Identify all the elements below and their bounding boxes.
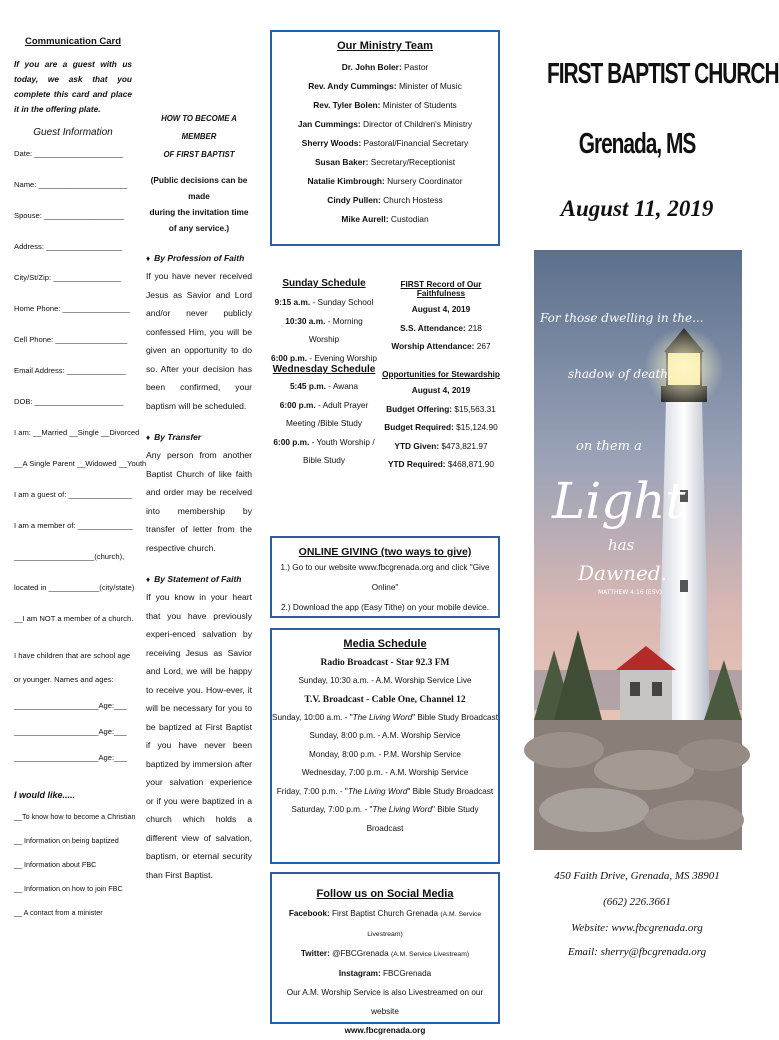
verse-line-4: has <box>608 536 635 554</box>
interest-option-1[interactable]: __ Information on being baptized <box>14 836 119 845</box>
giving-app-line: 2.) Download the app (Easy Tithe) on your mobile device. <box>281 603 489 612</box>
interest-options <box>14 812 136 932</box>
tv-line-post-0: " Bible Study Broadcast <box>412 712 498 722</box>
facebook-line[interactable] <box>272 904 498 944</box>
sunday-items <box>270 293 378 367</box>
stewardship-label-1: Budget Required: <box>384 422 454 432</box>
guest-field-7[interactable]: Email Address: ______________ <box>14 366 126 375</box>
tv-line-pre-5: Saturday, 7:00 p.m. - " <box>291 805 373 814</box>
staff-member-0 <box>272 58 498 77</box>
verse-line-2: shadow of death, <box>568 367 672 381</box>
sunday_schedule-item-0 <box>270 293 378 312</box>
membership-body-2: If you know in your heart that you have previously experi-enced salvation by receiving Jesus as Savior and Lord, we will be happy to receive you. How-ever, it will be necessary for you to be baptized at First Baptist if you have never been baptized by immersion after your salvation experience or if you were baptized in a church which holds a different view of salvation, baptism, or eternal security than First Baptist. <box>146 592 252 880</box>
guest-field-2[interactable]: Spouse: ___________________ <box>14 211 125 220</box>
wednesday_schedule-desc-4: Bible Study <box>303 455 345 465</box>
wednesday-schedule <box>270 364 378 470</box>
wednesday_schedule-desc-3: - Youth Worship / <box>309 436 375 447</box>
diamond-bullet-icon: ♦ <box>146 575 151 584</box>
stewardship-value-2: $473,821.97 <box>439 440 488 451</box>
membership-section-2 <box>146 571 252 884</box>
membership-heading-text-0: By Profession of Faith <box>154 253 245 263</box>
guest-info-heading: Guest Information <box>33 127 113 138</box>
interest-option-2[interactable]: __ Information about FBC <box>14 860 97 869</box>
membership-body-0: If you have never received Jesus as Savior and Lord and/or never publicly confessed Him, you will be given an opportunity to do so. After your decision has been confirmed, your baptism will be scheduled. <box>146 271 252 411</box>
tv-line-1 <box>272 727 498 746</box>
stewardship-value-1: $15,124.90 <box>453 422 498 432</box>
membership-heading-0 <box>146 250 252 267</box>
communication-card <box>14 36 147 932</box>
interest-option-4[interactable]: __ A contact from a minister <box>14 908 103 917</box>
instagram-line[interactable] <box>272 964 498 983</box>
sunday_schedule-desc-1: - Morning Worship <box>308 315 363 344</box>
interest-option-0[interactable]: __To know how to become a Christian <box>14 812 136 821</box>
marital-status-line[interactable]: I am: __Married __Single __Divorced <box>14 428 140 437</box>
staff-member-5 <box>272 153 498 172</box>
online-giving-box <box>270 536 500 618</box>
facebook-value: First Baptist Church Grenada <box>329 909 441 918</box>
verse-line-5: Dawned. <box>578 561 667 585</box>
tv-line-4 <box>272 783 498 802</box>
membership-heading-2 <box>146 571 252 588</box>
sunday_schedule-desc-0: - Sunday School <box>310 297 374 307</box>
wednesday_schedule-desc-0: - Awana <box>325 381 359 391</box>
staff-name-0: Dr. John Boler: <box>341 62 402 72</box>
faithfulness-record <box>382 280 500 356</box>
twitter-value: @FBCGrenada <box>329 949 391 958</box>
tv-line-em-0: The Living Word <box>352 712 413 722</box>
staff-role-5: Secretary/Receptionist <box>368 157 456 167</box>
facebook-label: Facebook: <box>288 909 330 918</box>
sunday_schedule-time-1: 10:30 a.m. <box>285 315 326 326</box>
radio-line: Sunday, 10:30 a.m. - A.M. Worship Service Live <box>298 676 472 685</box>
public-line-1: (Public decisions can be made <box>150 175 248 201</box>
tv-line-3 <box>272 764 498 783</box>
ss-attendance-value: 218 <box>465 322 482 333</box>
staff-role-0: Pastor <box>401 62 429 72</box>
wednesday_schedule-item-3 <box>270 433 378 452</box>
guest-field-6[interactable]: Cell Phone: _________________ <box>14 335 128 344</box>
instagram-label: Instagram: <box>338 969 381 978</box>
tv-line-post-5: " Bible Study Broadcast <box>366 805 479 833</box>
faithfulness-title: FIRST Record of Our Faithfulness <box>400 280 482 298</box>
membership-section-1 <box>146 429 252 557</box>
how-line-2: OF FIRST BAPTIST <box>163 150 235 159</box>
staff-name-3: Jan Cummings: <box>297 119 361 129</box>
verse-line-1: For those dwelling in the... <box>540 311 704 325</box>
guest-field-0[interactable]: Date: _____________________ <box>14 149 123 158</box>
membership-body-1: Any person from another Baptist Church of like faith and order may be received into membership by transfer of letter from the respective church. <box>146 450 252 553</box>
child-age-field-0[interactable]: ____________________Age:___ <box>14 701 127 710</box>
tv-lines <box>272 709 498 839</box>
staff-role-8: Custodian <box>388 214 429 224</box>
instagram-value: FBCGrenada <box>380 969 432 978</box>
staff-list <box>272 58 498 229</box>
faithfulness-date: August 4, 2019 <box>411 304 471 314</box>
public-decisions-note <box>146 172 252 236</box>
tv-line-em-4: The Living Word <box>347 786 408 796</box>
staff-name-2: Rev. Tyler Bolen: <box>313 100 381 110</box>
staff-role-7: Church Hostess <box>380 195 443 205</box>
child-age-field-1[interactable]: ____________________Age:___ <box>14 727 127 736</box>
worship-attendance-label: Worship Attendance: <box>391 341 475 351</box>
stewardship-row-3 <box>382 455 500 474</box>
wednesday_schedule-time-1: 6:00 p.m. <box>279 399 316 410</box>
guest-field-1[interactable]: Name: _____________________ <box>14 180 128 189</box>
public-line-3: of any service.) <box>168 223 230 233</box>
membership-info <box>146 110 252 884</box>
wednesday_schedule-desc-1: - Adult Prayer <box>315 399 369 410</box>
church-website[interactable]: Website: www.fbcgrenada.org <box>571 922 703 934</box>
membership-section-0 <box>146 250 252 415</box>
age-fields <box>14 700 132 778</box>
media-schedule-box <box>270 628 500 864</box>
worship-attendance <box>382 337 500 356</box>
twitter-note: (A.M. Service Livestream) <box>390 951 470 958</box>
diamond-bullet-icon: ♦ <box>146 433 151 442</box>
tv-line-em-5: The Living Word <box>372 805 433 814</box>
tv-line-pre-1: Sunday, 8:00 p.m. - A.M. Worship Service <box>309 731 461 740</box>
staff-member-7 <box>272 191 498 210</box>
worship-attendance-value: 267 <box>474 341 491 351</box>
bulletin-date: August 11, 2019 <box>560 196 714 221</box>
online-giving-title: ONLINE GIVING (two ways to give) <box>298 546 472 558</box>
staff-member-6 <box>272 172 498 191</box>
tv-line-5 <box>272 801 498 838</box>
stewardship-value-3: $468,871.90 <box>445 459 495 469</box>
located-in-field[interactable]: located in ____________(city/state) <box>14 583 135 592</box>
staff-member-3 <box>272 115 498 134</box>
ministry-team-title: Our Ministry Team <box>337 40 433 52</box>
radio-broadcast: Radio Broadcast - Star 92.3 FM <box>320 658 450 668</box>
staff-member-4 <box>272 134 498 153</box>
not-member-checkbox[interactable]: __I am NOT a member of a church. <box>14 614 134 623</box>
how-line-1: HOW TO BECOME A MEMBER <box>161 114 237 141</box>
verse-big-word: Light <box>552 472 686 530</box>
stewardship-value-0: $15,563.31 <box>452 403 496 414</box>
communication-card-title: Communication Card <box>24 36 122 47</box>
stewardship-row-0 <box>382 400 500 419</box>
staff-member-8 <box>272 210 498 229</box>
tv-line-0 <box>272 709 498 728</box>
tv-line-2 <box>272 746 498 765</box>
social-media-box <box>270 872 500 1035</box>
child-age-field-2[interactable]: ____________________Age:___ <box>14 753 127 762</box>
lighthouse-cover-image <box>534 250 742 850</box>
wednesday_schedule-desc-2: Meeting /Bible Study <box>285 418 363 428</box>
member-of-field[interactable]: I am a member of: _____________ <box>14 521 133 530</box>
stewardship-row-2 <box>382 437 500 456</box>
church-phone[interactable]: (662) 226.3661 <box>603 896 671 908</box>
tv-line-post-4: " Bible Study Broadcast <box>407 786 494 796</box>
stewardship <box>382 370 500 474</box>
children-label: I have children that are school age or younger. Names and ages: <box>14 651 131 684</box>
diamond-bullet-icon: ♦ <box>146 254 151 263</box>
verse-reference: MATTHEW 4:16 (ESV) <box>598 589 662 596</box>
staff-name-7: Cindy Pullen: <box>327 195 381 205</box>
ss-attendance <box>382 319 500 338</box>
staff-name-5: Susan Baker: <box>314 157 369 167</box>
sunday_schedule-desc-2: - Evening Worship <box>307 352 377 363</box>
staff-role-1: Minister of Music <box>396 81 462 91</box>
wednesday_schedule-item-1 <box>270 396 378 415</box>
stewardship-rows <box>382 400 500 474</box>
sunday-schedule-title: Sunday Schedule <box>282 278 366 289</box>
social-website-link[interactable]: www.fbcgrenada.org <box>344 1026 426 1035</box>
ministry-team-box <box>270 30 500 246</box>
staff-role-3: Director of Children's Ministry <box>360 119 473 129</box>
livestream-line: Our A.M. Worship Service is also Livestreamed on our website <box>286 988 484 1016</box>
membership-heading-text-1: By Transfer <box>154 432 202 442</box>
wednesday_schedule-item-0 <box>270 377 378 396</box>
stewardship-label-0: Budget Offering: <box>386 403 453 414</box>
stewardship-title: Opportunities for Stewardship <box>382 370 500 379</box>
wednesday-schedule-title: Wednesday Schedule <box>272 364 376 375</box>
stewardship-label-2: YTD Given: <box>394 440 440 451</box>
twitter-label: Twitter: <box>300 949 330 958</box>
stewardship-row-1 <box>382 418 500 437</box>
guest-fields <box>14 148 132 427</box>
church-email[interactable]: Email: sherry@fbcgrenada.org <box>567 946 707 958</box>
staff-name-1: Rev. Andy Cummings: <box>308 81 397 91</box>
guest-field-3[interactable]: Address: __________________ <box>14 242 123 251</box>
public-line-2: during the invitation time <box>149 207 249 217</box>
lighthouse-illustration <box>534 250 742 850</box>
staff-role-4: Pastoral/Financial Secretary <box>361 138 469 148</box>
facebook-note: (A.M. Service Livestream) <box>367 911 482 938</box>
ss-attendance-label: S.S. Attendance: <box>400 322 466 333</box>
wednesday-items <box>270 377 378 470</box>
staff-role-2: Minister of Students <box>380 100 457 110</box>
tv-line-pre-2: Monday, 8:00 p.m. - P.M. Worship Service <box>309 749 461 759</box>
membership-heading-text-2: By Statement of Faith <box>154 574 242 584</box>
staff-member-1 <box>272 77 498 96</box>
giving-website-line[interactable]: 1.) Go to our website www.fbcgrenada.org and click "Give Online" <box>280 563 490 592</box>
staff-name-8: Mike Aurell: <box>341 214 389 224</box>
wednesday_schedule-time-0: 5:45 p.m. <box>289 381 326 391</box>
family-status-line[interactable]: __A Single Parent __Widowed __Youth <box>14 459 147 468</box>
sunday_schedule-time-2: 6:00 p.m. <box>271 352 307 363</box>
church-name: FIRST BAPTIST CHURCH <box>547 58 779 90</box>
staff-name-4: Sherry Woods: <box>301 138 362 148</box>
tv-line-pre-4: Friday, 7:00 p.m. - " <box>276 786 348 796</box>
staff-name-6: Natalie Kimbrough: <box>307 176 385 186</box>
tv-line-pre-0: Sunday, 10:00 a.m. - " <box>272 712 353 722</box>
staff-member-2 <box>272 96 498 115</box>
church-address: 450 Faith Drive, Grenada, MS 38901 <box>554 870 720 882</box>
stewardship-date: August 4, 2019 <box>411 385 471 395</box>
wednesday_schedule-item-4 <box>270 451 378 470</box>
guest-field-5[interactable]: Home Phone: ________________ <box>14 304 131 313</box>
tv-line-pre-3: Wednesday, 7:00 p.m. - A.M. Worship Service <box>301 768 469 777</box>
sunday-schedule <box>270 278 378 367</box>
how-to-become-member-title <box>146 110 252 164</box>
membership-sections <box>146 250 252 884</box>
guest-intro: If you are a guest with us today, we ask that you complete this card and place it in the offering plate. <box>14 59 132 114</box>
media-schedule-title: Media Schedule <box>343 638 427 650</box>
tv-broadcast: T.V. Broadcast - Cable One, Channel 12 <box>304 694 466 705</box>
social-media-title: Follow us on Social Media <box>316 888 454 900</box>
church-city: Grenada, MS <box>578 128 696 160</box>
staff-role-6: Nursery Coordinator <box>384 176 463 186</box>
interest-option-3[interactable]: __ Information on how to join FBC <box>14 884 123 893</box>
stewardship-label-3: YTD Required: <box>387 459 446 469</box>
twitter-line[interactable] <box>272 944 498 964</box>
membership-heading-1 <box>146 429 252 446</box>
sunday_schedule-time-0: 9:15 a.m. <box>274 297 311 307</box>
wednesday_schedule-item-2 <box>270 414 378 433</box>
verse-line-3: on them a <box>576 439 642 454</box>
sunday_schedule-item-1 <box>270 312 378 349</box>
church-field[interactable]: ___________________(church), <box>14 552 125 561</box>
wednesday_schedule-time-3: 6:00 p.m. <box>273 436 310 447</box>
guest-field-8[interactable]: DOB: _____________________ <box>14 397 124 406</box>
guest-of-field[interactable]: I am a guest of: _______________ <box>14 490 132 499</box>
guest-field-4[interactable]: City/St/Zip: ________________ <box>14 273 121 282</box>
would-like-heading: I would like..... <box>14 790 76 800</box>
